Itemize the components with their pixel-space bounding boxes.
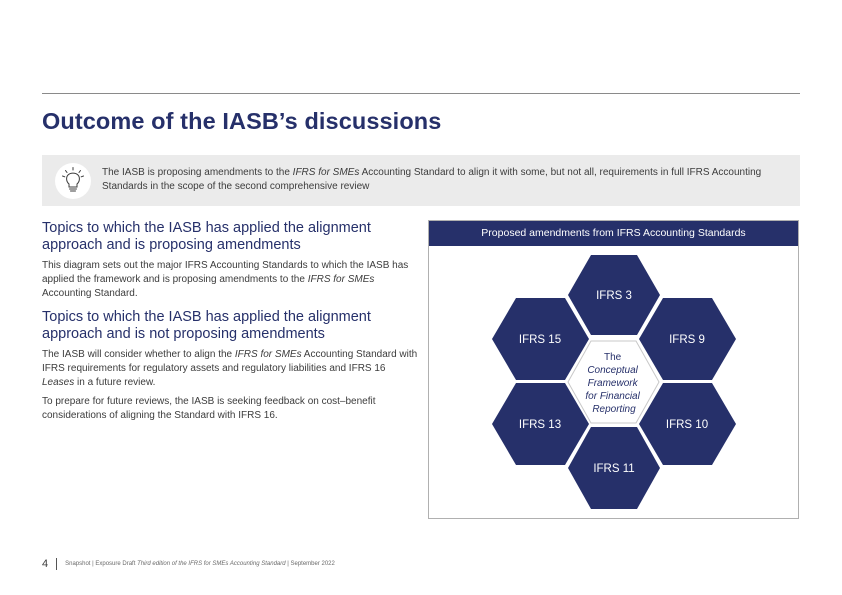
hex-lower-right-label: IFRS 10 bbox=[665, 419, 709, 431]
section-2-body-2: To prepare for future reviews, the IASB is seeking feedback on cost–benefit considerations of aligning the Standard with IFRS 16. bbox=[42, 396, 376, 421]
hex-upper-left bbox=[492, 298, 589, 380]
center-line: for Financial bbox=[585, 391, 640, 402]
hex-top-label: IFRS 3 bbox=[596, 290, 632, 302]
center-line: Framework bbox=[587, 378, 638, 389]
page-number: 4 bbox=[42, 558, 49, 570]
left-column bbox=[42, 220, 418, 428]
footer bbox=[42, 557, 335, 571]
callout-text-italic: IFRS for SMEs bbox=[292, 167, 360, 178]
center-line: Reporting bbox=[592, 404, 636, 415]
body-text: This diagram sets out the major IFRS Accounting Standards to which the IASB has applied the framework and is proposing amendments to the bbox=[42, 260, 409, 285]
hex-bottom bbox=[568, 427, 660, 509]
hex-center bbox=[568, 341, 659, 423]
body-text-italic: IFRS for SMEs bbox=[234, 349, 302, 360]
center-line: Conceptual bbox=[587, 365, 638, 376]
footer-text-italic: Third edition of the IFRS for SMEs Accounting Standard bbox=[137, 561, 286, 567]
hex-lower-right bbox=[639, 383, 736, 465]
callout-text-part: The IASB is proposing amendments to the bbox=[102, 167, 293, 178]
top-rule bbox=[42, 93, 800, 94]
callout-box bbox=[42, 155, 800, 206]
hex-upper-right-label: IFRS 9 bbox=[669, 334, 705, 346]
body-text: Accounting Standard. bbox=[42, 288, 138, 299]
hex-upper-left-label: IFRS 15 bbox=[518, 334, 562, 346]
body-text-italic: Leases bbox=[42, 377, 75, 388]
footer-text-part: Snapshot | Exposure Draft bbox=[65, 561, 138, 567]
hex-lower-left-label: IFRS 13 bbox=[518, 419, 562, 431]
footer-text bbox=[65, 561, 335, 567]
lightbulb-icon bbox=[55, 163, 91, 199]
page-title: Outcome of the IASB’s discussions bbox=[42, 108, 442, 134]
section-1-heading: Topics to which the IASB has applied the alignment approach and is proposing amendments bbox=[42, 220, 371, 253]
section-1-body bbox=[42, 259, 418, 301]
callout-text bbox=[102, 166, 782, 194]
body-text: The IASB will consider whether to align the bbox=[42, 349, 235, 360]
hex-bottom-label: IFRS 11 bbox=[593, 463, 635, 475]
hexagon-diagram bbox=[429, 246, 798, 518]
hex-lower-left bbox=[492, 383, 589, 465]
diagram-title: Proposed amendments from IFRS Accounting Standards bbox=[429, 221, 798, 246]
amendments-diagram bbox=[428, 220, 799, 519]
hex-top bbox=[568, 255, 660, 335]
footer-divider bbox=[56, 558, 57, 570]
footer-text-part: | September 2022 bbox=[285, 561, 335, 567]
body-text-italic: IFRS for SMEs bbox=[307, 274, 375, 285]
callout-text-part: Accounting Standard to align it with some, but not all, requirements in full IFRS Accounting Standards in the scope of the second comprehensive review bbox=[102, 167, 762, 192]
body-text: in a future review. bbox=[74, 377, 156, 388]
hex-upper-right bbox=[639, 298, 736, 380]
center-line: The bbox=[603, 352, 622, 363]
body-text: Accounting Standard with IFRS requirements for regulatory assets and regulatory liabilities and IFRS 16 bbox=[42, 349, 418, 374]
section-2-heading: Topics to which the IASB has applied the alignment approach and is not proposing amendments bbox=[42, 309, 371, 342]
section-2-body bbox=[42, 348, 418, 390]
